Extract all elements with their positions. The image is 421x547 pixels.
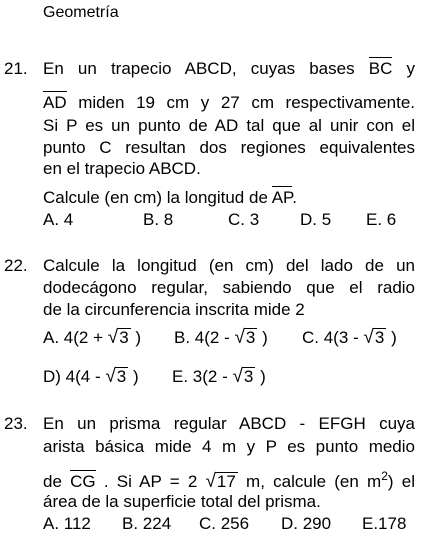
option-text: D) 4(4 - <box>43 367 101 386</box>
option-text: ) <box>133 367 139 386</box>
option-d <box>43 367 139 387</box>
q21-line-4: punto C resultan dos regiones equivalentes <box>43 138 415 157</box>
q22-line-1: Calcule la longitud (en cm) del lado de un <box>43 256 415 275</box>
option-c: C. 256 <box>199 514 250 533</box>
sqrt-symbol: √ 3 <box>107 327 129 348</box>
q21-line-2 <box>43 92 415 114</box>
option-e: E. 6 <box>366 210 397 229</box>
option-c: C. 3 <box>228 210 260 229</box>
q23-text: ) el <box>387 472 415 491</box>
q23-text: . Si AP = 2 <box>103 472 198 491</box>
q21-line-1 <box>43 58 415 80</box>
q21-text: . <box>292 188 297 207</box>
sqrt-symbol: √ 3 <box>105 366 127 387</box>
q23-text: m, calcule (en m <box>246 472 382 491</box>
option-text: A. 4(2 + <box>43 328 104 347</box>
q23-line-1: En un prisma regular ABCD - EFGH cuya <box>43 414 415 433</box>
option-text: ) <box>135 328 142 347</box>
question-number: 22. <box>4 256 28 275</box>
q23-line-3 <box>43 465 415 493</box>
option-e: E.178 <box>362 514 407 533</box>
q22-line-2: dodecágono regular, sabiendo que el radio <box>43 278 415 297</box>
radicand: 17 <box>216 472 236 491</box>
section-title: Geometría <box>43 4 119 21</box>
sqrt-symbol: √ 3 <box>234 327 256 348</box>
option-text: ) <box>391 328 397 347</box>
option-e <box>172 367 266 387</box>
radicand: 3 <box>245 328 256 347</box>
q21-text: y <box>406 59 415 78</box>
segment-ap: AP <box>271 188 293 207</box>
option-text: B. 4(2 - <box>174 328 230 347</box>
exponent: 2 <box>381 469 388 483</box>
option-d: D. 290 <box>281 514 332 533</box>
option-text: ) <box>260 367 266 386</box>
segment-cg: CG <box>70 472 96 491</box>
radicand: 3 <box>119 328 129 347</box>
q21-text: En un trapecio ABCD, cuyas bases <box>43 59 355 78</box>
q21-line-3: Si P es un punto de AD tal que al unir con el <box>43 116 415 135</box>
option-text: C. 4(3 - <box>302 328 359 347</box>
q21-line-5: en el trapecio ABCD. <box>43 159 201 178</box>
q21-line-6 <box>43 187 415 209</box>
q23-line-2: arista básica mide 4 m y P es punto medio <box>43 437 415 456</box>
segment-bc: BC <box>368 59 393 78</box>
radicand: 3 <box>243 367 254 386</box>
option-a: A. 4 <box>43 210 74 229</box>
q21-text: miden 19 cm y 27 cm respectivamente. <box>78 93 415 112</box>
option-a: A. 112 <box>43 514 91 533</box>
sqrt-symbol: √ 17 <box>205 471 236 492</box>
question-number: 23. <box>4 414 28 433</box>
q21-text: Calcule (en cm) la longitud de <box>43 188 268 207</box>
option-c <box>302 328 397 348</box>
option-b: B. 224 <box>122 514 172 533</box>
question-number: 21. <box>4 59 28 78</box>
option-text: E. 3(2 - <box>172 367 228 386</box>
option-text: ) <box>262 328 268 347</box>
option-a <box>43 328 141 348</box>
radicand: 3 <box>374 328 385 347</box>
q22-line-3: de la circunferencia inscrita mide 2 <box>43 300 305 319</box>
sqrt-symbol: √ 3 <box>363 327 385 348</box>
q23-text: de <box>43 472 62 491</box>
radicand: 3 <box>116 367 127 386</box>
option-b <box>174 328 268 348</box>
segment-ad: AD <box>43 93 67 112</box>
sqrt-symbol: √ 3 <box>232 366 254 387</box>
q23-line-4: área de la superficie total del prisma. <box>43 492 321 511</box>
option-b: B. 8 <box>143 210 174 229</box>
option-d: D. 5 <box>300 210 332 229</box>
